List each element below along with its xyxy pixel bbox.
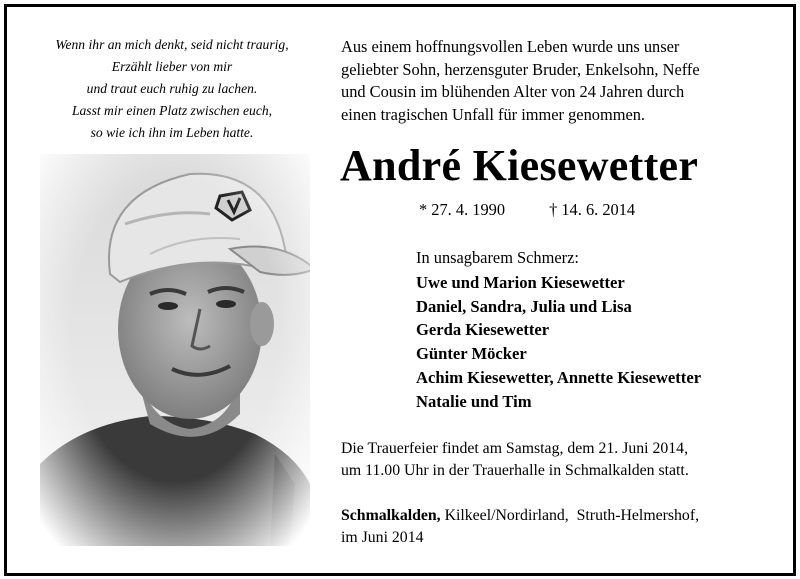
intro-line: Aus einem hoffnungsvollen Leben wurde uns unser bbox=[341, 37, 680, 56]
intro-line: einen tragischen Unfall für immer genommen. bbox=[341, 104, 646, 124]
poem-line: und traut euch ruhig zu lachen. bbox=[86, 81, 258, 96]
mourner-name: Günter Möcker bbox=[416, 344, 527, 364]
intro-line: und Cousin im blühenden Alter von 24 Jahren durch bbox=[341, 82, 685, 101]
life-dates bbox=[419, 198, 635, 222]
mourner-name: Uwe und Marion Kiesewetter bbox=[416, 273, 625, 292]
portrait-photo bbox=[40, 154, 310, 546]
intro-text bbox=[341, 36, 781, 126]
mourner-name: Achim Kiesewetter, Annette Kiesewetter bbox=[416, 367, 702, 387]
death-date: † 14. 6. 2014 bbox=[549, 200, 636, 219]
mourner-name: Gerda Kiesewetter bbox=[416, 320, 550, 340]
birth-date: * 27. 4. 1990 bbox=[419, 200, 506, 219]
mourning-intro: In unsagbarem Schmerz: bbox=[416, 248, 579, 267]
other-places: Kilkeel/Nordirland, Struth-Helmershof, bbox=[440, 507, 700, 524]
funeral-line: um 11.00 Uhr in der Trauerhalle in Schmalkalden statt. bbox=[341, 462, 689, 479]
signing-date: im Juni 2014 bbox=[341, 529, 424, 546]
mourner-name: Daniel, Sandra, Julia und Lisa bbox=[416, 296, 632, 316]
funeral-line: Die Trauerfeier findet am Samstag, dem 21. Juni 2014, bbox=[341, 440, 689, 457]
funeral-info bbox=[341, 438, 689, 482]
intro-line: geliebter Sohn, herzensguter Bruder, Enkelsohn, Neffe bbox=[341, 59, 700, 79]
poem-line: Lasst mir einen Platz zwischen euch, bbox=[71, 103, 273, 118]
deceased-name: André Kiesewetter bbox=[340, 141, 699, 190]
mourners-list bbox=[416, 271, 701, 413]
poem-line: Wenn ihr an mich denkt, seid nicht traurig, bbox=[55, 37, 289, 52]
main-place: Schmalkalden, bbox=[341, 507, 441, 524]
places-and-date bbox=[341, 505, 699, 549]
places-line bbox=[341, 505, 699, 527]
poem bbox=[22, 34, 322, 144]
mourner-name: Natalie und Tim bbox=[416, 391, 532, 411]
poem-line: Erzählt lieber von mir bbox=[111, 59, 233, 74]
poem-line: so wie ich ihn im Leben hatte. bbox=[90, 125, 254, 140]
